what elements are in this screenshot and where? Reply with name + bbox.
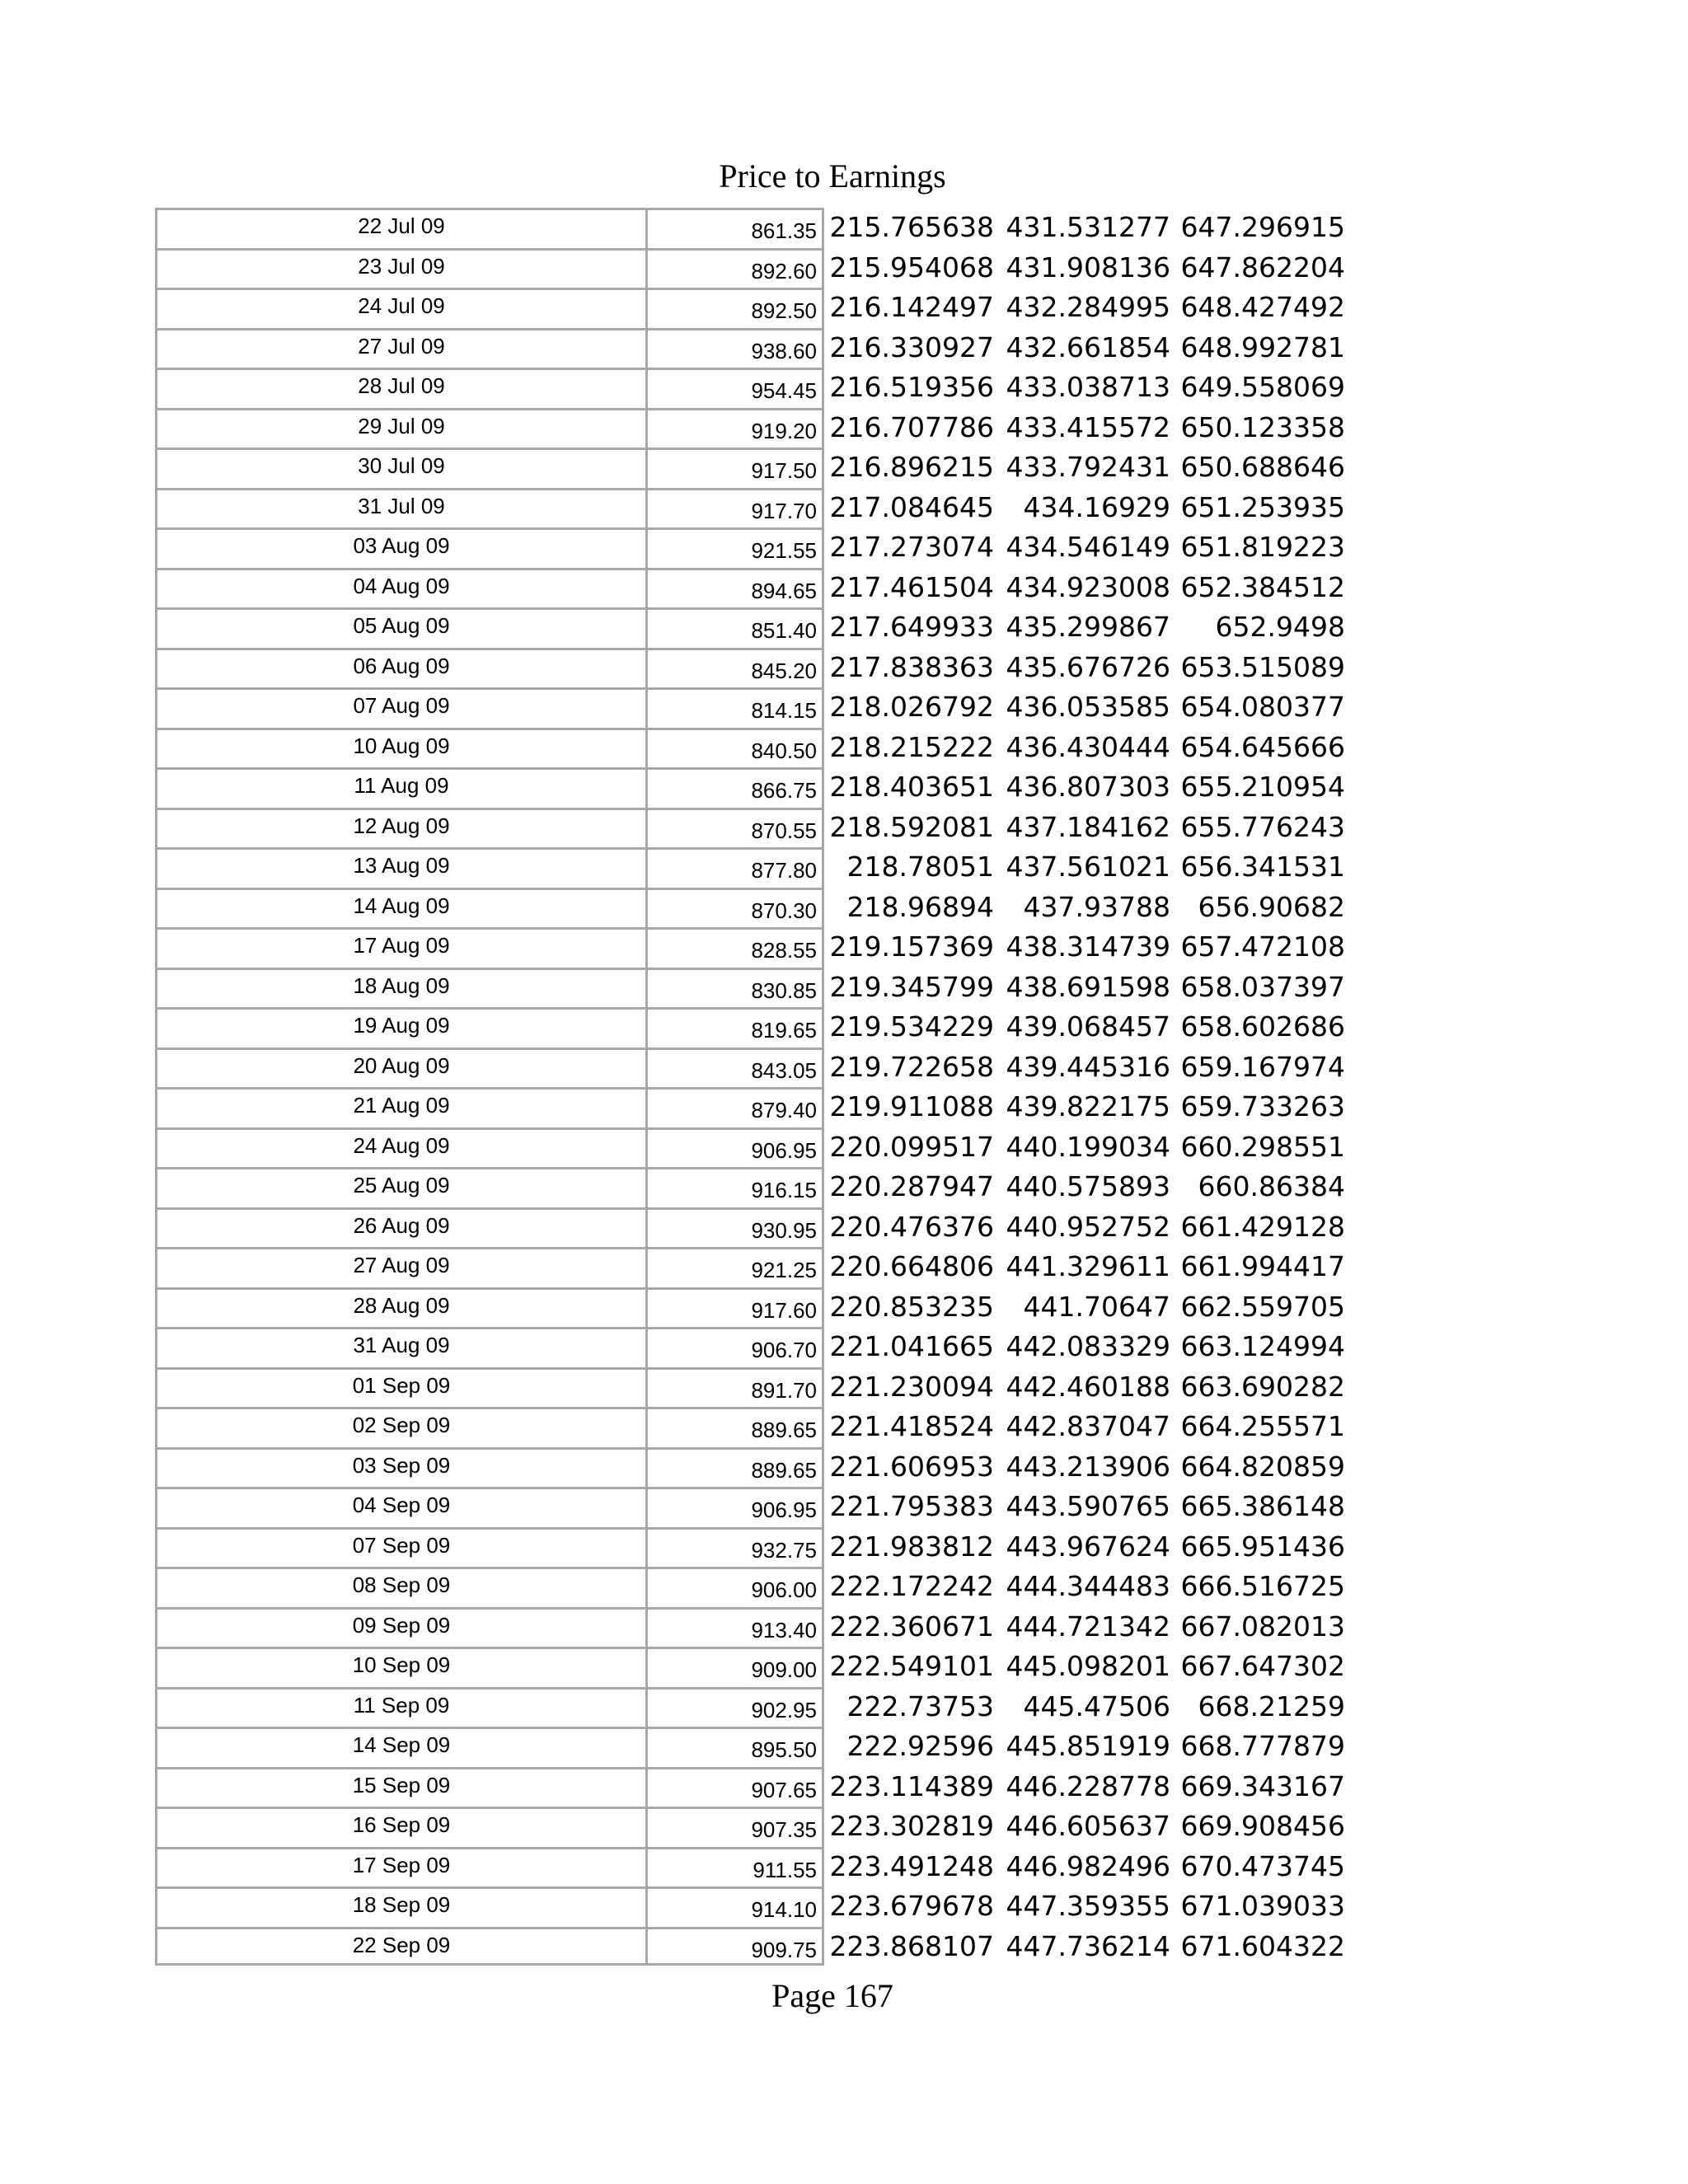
value-cell-2: 435.299867 (1006, 611, 1170, 643)
date-cell: 31 Aug 09 (157, 1329, 648, 1367)
table-row (157, 1729, 822, 1769)
page-title: Price to Earnings (719, 157, 946, 194)
value-cell-2: 445.47506 (1023, 1690, 1170, 1722)
value-cell-1: 217.649933 (829, 611, 994, 643)
value-cell-3: 655.210954 (1180, 771, 1345, 803)
value-cell-1: 221.418524 (829, 1410, 994, 1442)
value-cell-1: 218.403651 (829, 771, 994, 803)
value-cell-1: 219.534229 (829, 1010, 994, 1043)
price-cell: 840.50 (751, 738, 817, 763)
value-cell-3: 654.645666 (1180, 730, 1345, 763)
value-cell-3: 659.167974 (1180, 1050, 1345, 1083)
value-cell-3: 668.777879 (1180, 1730, 1345, 1762)
date-cell: 14 Aug 09 (157, 890, 648, 928)
table-row (157, 970, 822, 1010)
value-cell-3: 648.427492 (1180, 291, 1345, 323)
table-row (157, 1329, 822, 1370)
price-cell: 870.55 (751, 818, 817, 843)
value-cell-1: 223.491248 (829, 1849, 994, 1882)
price-cell: 830.85 (751, 977, 817, 1003)
value-cell-1: 221.983812 (829, 1530, 994, 1563)
price-cell: 819.65 (751, 1018, 817, 1043)
value-cell-3: 660.86384 (1198, 1170, 1345, 1202)
value-cell-3: 667.647302 (1180, 1650, 1345, 1682)
price-cell: 906.70 (751, 1338, 817, 1362)
price-cell: 917.70 (751, 498, 817, 523)
date-cell: 19 Aug 09 (157, 1010, 648, 1047)
value-cell-2: 441.70647 (1023, 1290, 1170, 1323)
value-cell-2: 435.676726 (1006, 650, 1170, 683)
date-cell: 03 Sep 09 (157, 1450, 648, 1488)
value-cell-2: 434.16929 (1023, 490, 1170, 523)
value-cell-1: 217.084645 (829, 490, 994, 523)
table-row (157, 1649, 822, 1690)
value-cell-2: 439.822175 (1006, 1090, 1170, 1122)
date-cell: 17 Sep 09 (157, 1849, 648, 1887)
table-row (157, 1450, 822, 1490)
date-cell: 12 Aug 09 (157, 810, 648, 848)
value-cell-1: 217.838363 (829, 650, 994, 683)
date-cell: 07 Sep 09 (157, 1530, 648, 1568)
value-cell-2: 437.93788 (1023, 890, 1170, 923)
price-cell: 913.40 (751, 1617, 817, 1643)
value-cell-3: 652.384512 (1180, 570, 1345, 603)
value-cell-3: 663.124994 (1180, 1330, 1345, 1362)
date-cell: 08 Sep 09 (157, 1569, 648, 1607)
value-cell-3: 669.343167 (1180, 1769, 1345, 1802)
value-cell-1: 216.142497 (829, 291, 994, 323)
value-cell-3: 661.429128 (1180, 1210, 1345, 1243)
value-cell-1: 216.330927 (829, 330, 994, 363)
table-row (157, 410, 822, 451)
price-cell: 895.50 (751, 1737, 817, 1762)
table-row (157, 770, 822, 810)
value-cell-1: 219.722658 (829, 1050, 994, 1083)
table-row (157, 1610, 822, 1650)
date-cell: 10 Sep 09 (157, 1649, 648, 1687)
value-cell-2: 431.531277 (1006, 211, 1170, 243)
value-cell-1: 222.549101 (829, 1650, 994, 1682)
table-row (157, 650, 822, 691)
table-row (157, 1690, 822, 1730)
value-cell-1: 222.172242 (829, 1570, 994, 1602)
value-cell-2: 434.546149 (1006, 531, 1170, 563)
price-cell: 921.55 (751, 538, 817, 563)
value-cell-3: 652.9498 (1215, 611, 1345, 643)
price-cell: 892.60 (751, 258, 817, 284)
value-cell-3: 670.473745 (1180, 1849, 1345, 1882)
price-cell: 889.65 (751, 1457, 817, 1483)
value-cell-3: 669.908456 (1180, 1810, 1345, 1842)
value-cell-2: 432.284995 (1006, 291, 1170, 323)
value-cell-3: 656.90682 (1198, 890, 1345, 923)
value-cell-2: 437.184162 (1006, 810, 1170, 843)
table-row (157, 1210, 822, 1250)
price-cell: 919.20 (751, 418, 817, 443)
value-cell-2: 443.213906 (1006, 1450, 1170, 1483)
table-row (157, 890, 822, 930)
value-cell-2: 443.967624 (1006, 1530, 1170, 1563)
value-cell-3: 649.558069 (1180, 371, 1345, 403)
date-cell: 02 Sep 09 (157, 1409, 648, 1447)
date-cell: 21 Aug 09 (157, 1090, 648, 1127)
value-cell-2: 446.228778 (1006, 1769, 1170, 1802)
value-cell-3: 648.992781 (1180, 330, 1345, 363)
value-cell-3: 660.298551 (1180, 1130, 1345, 1163)
price-cell: 845.20 (751, 658, 817, 683)
table-row (157, 1130, 822, 1170)
value-cell-1: 218.96894 (846, 890, 994, 923)
table-row (157, 290, 822, 330)
table-row (157, 1370, 822, 1410)
price-cell: 907.65 (751, 1777, 817, 1802)
value-cell-3: 653.515089 (1180, 650, 1345, 683)
date-cell: 18 Sep 09 (157, 1889, 648, 1927)
price-cell: 861.35 (751, 218, 817, 243)
date-cell: 05 Aug 09 (157, 610, 648, 648)
price-cell: 911.55 (753, 1857, 817, 1882)
value-cell-2: 439.068457 (1006, 1010, 1170, 1043)
value-cell-1: 216.707786 (829, 410, 994, 443)
value-cell-2: 443.590765 (1006, 1490, 1170, 1522)
price-cell: 909.75 (751, 1937, 817, 1962)
date-cell: 29 Jul 09 (157, 410, 648, 448)
price-cell: 914.10 (751, 1897, 817, 1922)
value-cell-2: 445.851919 (1006, 1730, 1170, 1762)
value-cell-3: 658.602686 (1180, 1010, 1345, 1043)
price-cell: 891.70 (751, 1377, 817, 1403)
value-cell-3: 671.039033 (1180, 1890, 1345, 1922)
price-table (155, 208, 824, 1966)
value-cell-3: 664.820859 (1180, 1450, 1345, 1483)
price-cell: 877.80 (751, 858, 817, 883)
price-cell: 843.05 (751, 1057, 817, 1083)
price-cell: 902.95 (751, 1697, 817, 1722)
value-cell-1: 220.664806 (829, 1250, 994, 1282)
value-cell-2: 442.083329 (1006, 1330, 1170, 1362)
value-cell-1: 216.519356 (829, 371, 994, 403)
value-cell-1: 222.92596 (846, 1730, 994, 1762)
price-cell: 828.55 (751, 938, 817, 963)
price-cell: 917.50 (751, 458, 817, 483)
price-cell: 889.65 (751, 1418, 817, 1442)
value-cell-1: 220.099517 (829, 1130, 994, 1163)
date-cell: 15 Sep 09 (157, 1769, 648, 1807)
value-cell-3: 668.21259 (1198, 1690, 1345, 1722)
value-cell-3: 667.082013 (1180, 1610, 1345, 1643)
price-cell: 916.15 (751, 1178, 817, 1202)
value-cell-3: 651.253935 (1180, 490, 1345, 523)
value-cell-1: 223.868107 (829, 1929, 994, 1962)
table-row (157, 810, 822, 851)
price-cell: 866.75 (751, 778, 817, 803)
value-cell-3: 666.516725 (1180, 1570, 1345, 1602)
table-row (157, 1010, 822, 1050)
date-cell: 04 Aug 09 (157, 570, 648, 608)
date-cell: 17 Aug 09 (157, 930, 648, 968)
price-cell: 870.30 (751, 898, 817, 923)
value-cell-3: 647.862204 (1180, 251, 1345, 284)
table-row (157, 1889, 822, 1929)
date-cell: 22 Sep 09 (157, 1929, 648, 1966)
value-cell-1: 217.461504 (829, 570, 994, 603)
price-cell: 906.95 (751, 1137, 817, 1163)
date-cell: 09 Sep 09 (157, 1610, 648, 1647)
date-cell: 23 Jul 09 (157, 251, 648, 288)
date-cell: 11 Sep 09 (157, 1690, 648, 1727)
table-row (157, 730, 822, 771)
value-cell-3: 659.733263 (1180, 1090, 1345, 1122)
table-row (157, 1290, 822, 1330)
value-cell-3: 658.037397 (1180, 970, 1345, 1003)
value-cell-3: 654.080377 (1180, 691, 1345, 723)
date-cell: 26 Aug 09 (157, 1210, 648, 1248)
value-cell-1: 222.360671 (829, 1610, 994, 1643)
value-cell-1: 221.606953 (829, 1450, 994, 1483)
date-cell: 13 Aug 09 (157, 850, 648, 888)
date-cell: 16 Sep 09 (157, 1809, 648, 1847)
date-cell: 20 Aug 09 (157, 1050, 648, 1088)
table-row (157, 1489, 822, 1530)
value-cell-1: 221.230094 (829, 1370, 994, 1403)
value-cell-2: 447.736214 (1006, 1929, 1170, 1962)
value-cell-3: 650.123358 (1180, 410, 1345, 443)
date-cell: 24 Jul 09 (157, 290, 648, 328)
table-row (157, 570, 822, 611)
table-row (157, 530, 822, 570)
value-cell-3: 662.559705 (1180, 1290, 1345, 1323)
value-cell-3: 671.604322 (1180, 1929, 1345, 1962)
value-cell-1: 217.273074 (829, 531, 994, 563)
table-row (157, 1569, 822, 1610)
value-cell-3: 665.951436 (1180, 1530, 1345, 1563)
value-cell-2: 440.199034 (1006, 1130, 1170, 1163)
price-cell: 892.50 (751, 298, 817, 323)
table-row (157, 690, 822, 730)
date-cell: 31 Jul 09 (157, 490, 648, 528)
value-cell-2: 445.098201 (1006, 1650, 1170, 1682)
date-cell: 25 Aug 09 (157, 1169, 648, 1207)
value-cell-1: 218.592081 (829, 810, 994, 843)
value-cell-3: 664.255571 (1180, 1410, 1345, 1442)
price-cell: 930.95 (751, 1217, 817, 1243)
value-cell-2: 437.561021 (1006, 851, 1170, 883)
date-cell: 01 Sep 09 (157, 1370, 648, 1408)
value-cell-1: 215.765638 (829, 211, 994, 243)
date-cell: 04 Sep 09 (157, 1489, 648, 1527)
value-cell-3: 663.690282 (1180, 1370, 1345, 1403)
date-cell: 18 Aug 09 (157, 970, 648, 1008)
value-cell-1: 219.911088 (829, 1090, 994, 1122)
value-cell-1: 219.345799 (829, 970, 994, 1003)
table-row (157, 1090, 822, 1130)
date-cell: 06 Aug 09 (157, 650, 648, 688)
table-row (157, 1169, 822, 1210)
date-cell: 07 Aug 09 (157, 690, 648, 728)
price-cell: 907.35 (751, 1817, 817, 1842)
date-cell: 10 Aug 09 (157, 730, 648, 768)
value-cell-2: 433.415572 (1006, 410, 1170, 443)
value-cell-1: 218.78051 (846, 851, 994, 883)
value-cell-2: 431.908136 (1006, 251, 1170, 284)
value-cell-1: 218.215222 (829, 730, 994, 763)
price-cell: 917.60 (751, 1297, 817, 1323)
table-row (157, 1530, 822, 1570)
table-row (157, 1929, 822, 1966)
value-cell-1: 219.157369 (829, 930, 994, 963)
table-row (157, 610, 822, 650)
table-row (157, 330, 822, 371)
date-cell: 27 Aug 09 (157, 1249, 648, 1287)
price-cell: 814.15 (751, 698, 817, 723)
value-cell-2: 436.807303 (1006, 771, 1170, 803)
value-cell-2: 442.837047 (1006, 1410, 1170, 1442)
table-row (157, 370, 822, 410)
value-cell-1: 220.853235 (829, 1290, 994, 1323)
table-row (157, 1809, 822, 1849)
table-row (157, 1769, 822, 1810)
value-cell-2: 433.792431 (1006, 451, 1170, 483)
value-cell-1: 223.302819 (829, 1810, 994, 1842)
value-cell-3: 647.296915 (1180, 211, 1345, 243)
value-cell-2: 440.575893 (1006, 1170, 1170, 1202)
value-cell-2: 438.691598 (1006, 970, 1170, 1003)
value-cell-2: 446.982496 (1006, 1849, 1170, 1882)
price-cell: 921.25 (751, 1258, 817, 1282)
value-cell-2: 436.053585 (1006, 691, 1170, 723)
price-cell: 938.60 (751, 338, 817, 363)
date-cell: 24 Aug 09 (157, 1130, 648, 1168)
price-cell: 879.40 (751, 1098, 817, 1122)
table-row (157, 930, 822, 970)
date-cell: 22 Jul 09 (157, 210, 648, 248)
value-cell-1: 218.026792 (829, 691, 994, 723)
table-row (157, 251, 822, 291)
price-cell: 906.95 (751, 1497, 817, 1522)
value-cell-3: 657.472108 (1180, 930, 1345, 963)
date-cell: 27 Jul 09 (157, 330, 648, 368)
value-cell-3: 656.341531 (1180, 851, 1345, 883)
date-cell: 14 Sep 09 (157, 1729, 648, 1767)
value-cell-2: 439.445316 (1006, 1050, 1170, 1083)
price-cell: 894.65 (751, 578, 817, 603)
price-cell: 906.00 (751, 1577, 817, 1602)
table-row (157, 1849, 822, 1890)
value-cell-1: 216.896215 (829, 451, 994, 483)
table-row (157, 490, 822, 531)
value-cell-2: 436.430444 (1006, 730, 1170, 763)
value-cell-2: 438.314739 (1006, 930, 1170, 963)
value-cell-3: 651.819223 (1180, 531, 1345, 563)
table-row (157, 450, 822, 490)
value-cell-2: 444.344483 (1006, 1570, 1170, 1602)
page-number: Page 167 (771, 1977, 893, 2014)
value-cell-2: 432.661854 (1006, 330, 1170, 363)
value-cell-2: 433.038713 (1006, 371, 1170, 403)
value-cell-2: 446.605637 (1006, 1810, 1170, 1842)
table-row (157, 1409, 822, 1450)
date-cell: 03 Aug 09 (157, 530, 648, 568)
price-cell: 909.00 (751, 1657, 817, 1682)
value-cell-1: 220.476376 (829, 1210, 994, 1243)
value-cell-1: 223.679678 (829, 1890, 994, 1922)
date-cell: 28 Jul 09 (157, 370, 648, 408)
value-cell-3: 650.688646 (1180, 451, 1345, 483)
value-cell-3: 655.776243 (1180, 810, 1345, 843)
value-cell-2: 444.721342 (1006, 1610, 1170, 1643)
table-row (157, 1249, 822, 1290)
value-cell-1: 222.73753 (846, 1690, 994, 1722)
value-cell-1: 221.041665 (829, 1330, 994, 1362)
value-cell-1: 221.795383 (829, 1490, 994, 1522)
table-row (157, 210, 822, 251)
value-cell-1: 215.954068 (829, 251, 994, 284)
value-cell-2: 442.460188 (1006, 1370, 1170, 1403)
value-cell-3: 661.994417 (1180, 1250, 1345, 1282)
value-cell-2: 447.359355 (1006, 1890, 1170, 1922)
value-cell-1: 223.114389 (829, 1769, 994, 1802)
price-cell: 954.45 (751, 378, 817, 403)
date-cell: 28 Aug 09 (157, 1290, 648, 1328)
value-cell-3: 665.386148 (1180, 1490, 1345, 1522)
value-cell-2: 441.329611 (1006, 1250, 1170, 1282)
price-cell: 851.40 (751, 618, 817, 643)
price-cell: 932.75 (751, 1537, 817, 1563)
date-cell: 11 Aug 09 (157, 770, 648, 808)
value-cell-2: 440.952752 (1006, 1210, 1170, 1243)
value-cell-2: 434.923008 (1006, 570, 1170, 603)
value-cell-1: 220.287947 (829, 1170, 994, 1202)
table-row (157, 850, 822, 890)
table-row (157, 1050, 822, 1090)
date-cell: 30 Jul 09 (157, 450, 648, 488)
